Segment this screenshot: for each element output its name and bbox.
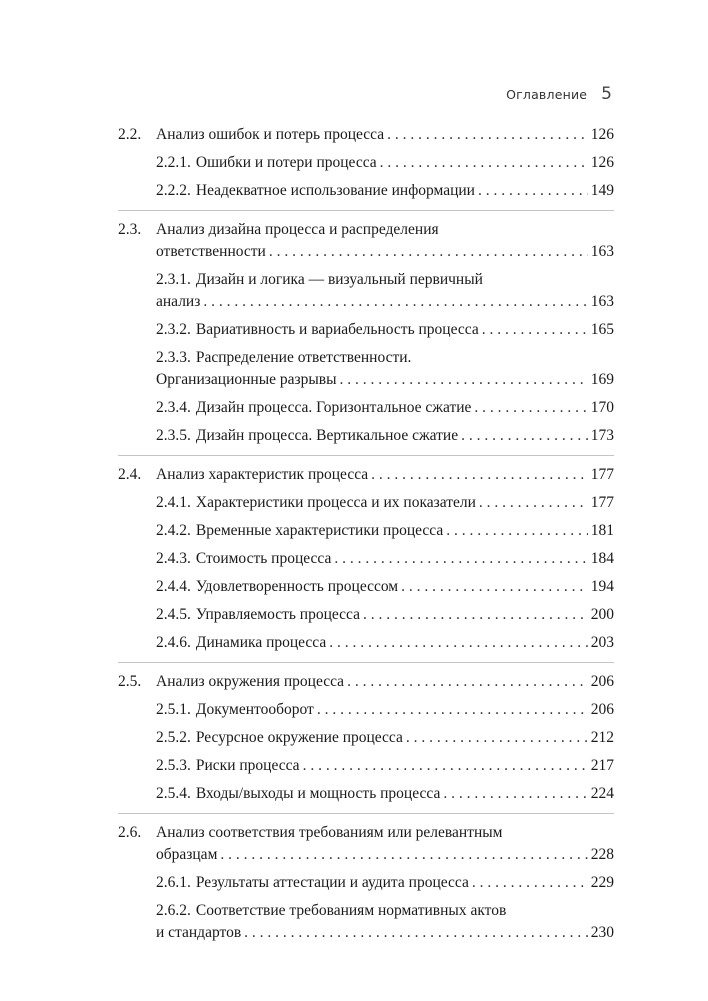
toc-entry-2-3[interactable] (118, 219, 614, 263)
toc-entry-title-continued: анализ (156, 293, 201, 310)
toc-entry-number: 2.3.1. (156, 271, 191, 288)
leader-dots (334, 548, 587, 570)
leader-dots (329, 632, 587, 654)
leader-dots (474, 397, 587, 419)
toc-entry-number: 2.3.3. (156, 349, 191, 366)
toc-entry-number: 2.3.5. (156, 427, 191, 444)
toc-entry-number: 2.4.5. (156, 606, 191, 623)
running-header (506, 84, 612, 104)
toc-entry-number: 2.5. (118, 673, 142, 690)
toc-entry-2-2[interactable] (118, 124, 614, 146)
leader-dots (461, 425, 588, 447)
section-divider (118, 455, 614, 456)
toc-entry-number: 2.5.3. (156, 757, 191, 774)
toc-entry-title-continued: Организационные разрывы (156, 371, 337, 388)
leader-dots (401, 576, 588, 598)
toc-entry-page: 184 (590, 550, 614, 567)
toc-entry-2-4-5[interactable] (156, 604, 614, 626)
toc-entry-title-continued: образцам (156, 846, 218, 863)
toc-entry-2-4-4[interactable] (156, 576, 614, 598)
leader-dots (482, 319, 588, 341)
toc-entry-title: Анализ окружения процесса (156, 673, 345, 690)
leader-dots (244, 922, 588, 944)
toc-entry-2-4-6[interactable] (156, 632, 614, 654)
toc-entry-number: 2.2.1. (156, 154, 191, 171)
toc-entry-title: Управляемость процесса (195, 606, 360, 623)
toc-entry-2-6-2[interactable] (156, 900, 614, 944)
toc-entry-page: 177 (590, 466, 614, 483)
toc-entry-title: Ошибки и потери процесса (195, 154, 377, 171)
toc-entry-page: 173 (590, 427, 614, 444)
toc-entry-2-5-2[interactable] (156, 727, 614, 749)
toc-entry-title: Риски процесса (195, 757, 300, 774)
toc-entry-number: 2.4.6. (156, 634, 191, 651)
toc-entry-2-4[interactable] (118, 464, 614, 486)
toc-entry-page: 194 (590, 578, 614, 595)
toc-entry-page: 212 (590, 729, 614, 746)
toc-entry-title: Соответствие требованиям нормативных актов (195, 902, 507, 919)
leader-dots (317, 699, 588, 721)
leader-dots (380, 152, 588, 174)
toc-entry-title: Анализ ошибок и потерь процесса (156, 126, 385, 143)
section-divider (118, 662, 614, 663)
toc-entry-number: 2.4.4. (156, 578, 191, 595)
toc-entry-title: Вариативность и вариабельность процесса (195, 321, 479, 338)
leader-dots (347, 671, 588, 693)
toc-entry-title: Неадекватное использование информации (195, 182, 475, 199)
toc-entry-2-4-2[interactable] (156, 520, 614, 542)
toc-entry-2-6-1[interactable] (156, 872, 614, 894)
toc-entry-number: 2.3.4. (156, 399, 191, 416)
leader-dots (220, 844, 587, 866)
toc-entry-number: 2.5.4. (156, 785, 191, 802)
toc-entry-page: 170 (590, 399, 614, 416)
toc-entry-2-4-3[interactable] (156, 548, 614, 570)
section-divider (118, 813, 614, 814)
leader-dots (303, 755, 588, 777)
toc-entry-page: 126 (590, 154, 614, 171)
leader-dots (203, 291, 587, 313)
leader-dots (371, 464, 588, 486)
leader-dots (472, 872, 588, 894)
toc-entry-title-continued: и стандартов (156, 924, 242, 941)
toc-entry-page: 163 (590, 243, 614, 260)
toc-entry-title: Дизайн процесса. Вертикальное сжатие (195, 427, 459, 444)
leader-dots (446, 520, 588, 542)
leader-dots (387, 124, 588, 146)
toc-entry-page: 217 (590, 757, 614, 774)
toc-entry-page: 165 (590, 321, 614, 338)
toc-entry-title: Анализ соответствия требованиям или релевантным (156, 824, 503, 841)
toc-entry-number: 2.4.3. (156, 550, 191, 567)
leader-dots (406, 727, 588, 749)
toc-entry-number: 2.6.1. (156, 874, 191, 891)
toc-entry-number: 2.6.2. (156, 902, 191, 919)
toc-entry-page: 200 (590, 606, 614, 623)
toc-entry-title: Удовлетворенность процессом (195, 578, 399, 595)
leader-dots (478, 180, 588, 202)
toc-entry-2-3-2[interactable] (156, 319, 614, 341)
toc-entry-2-3-5[interactable] (156, 425, 614, 447)
leader-dots (443, 783, 587, 805)
toc-entry-number: 2.6. (118, 824, 142, 841)
toc-entry-title: Ресурсное окружение процесса (195, 729, 403, 746)
toc-entry-2-5-3[interactable] (156, 755, 614, 777)
section-divider (118, 210, 614, 211)
toc-entry-page: 126 (590, 126, 614, 143)
toc-entry-title: Распределение ответственности. (195, 349, 412, 366)
toc-entry-title: Анализ дизайна процесса и распределения (156, 221, 439, 238)
toc-entry-title: Динамика процесса (195, 634, 327, 651)
toc-entry-2-5-1[interactable] (156, 699, 614, 721)
leader-dots (363, 604, 588, 626)
toc-entry-number: 2.4.2. (156, 522, 191, 539)
toc-entry-number: 2.3.2. (156, 321, 191, 338)
toc-entry-page: 206 (590, 673, 614, 690)
toc-entry-number: 2.5.2. (156, 729, 191, 746)
toc-entry-page: 229 (590, 874, 614, 891)
toc-entry-page: 169 (590, 371, 614, 388)
toc-entry-title: Дизайн процесса. Горизонтальное сжатие (195, 399, 472, 416)
toc-entry-page: 230 (590, 924, 614, 941)
toc-entry-title: Результаты аттестации и аудита процесса (195, 874, 469, 891)
toc-entry-page: 163 (590, 293, 614, 310)
toc-entry-2-3-1[interactable] (156, 269, 614, 313)
table-of-contents (118, 124, 614, 944)
toc-entry-page: 181 (590, 522, 614, 539)
toc-entry-page: 203 (590, 634, 614, 651)
toc-entry-2-3-4[interactable] (156, 397, 614, 419)
leader-dots (340, 369, 588, 391)
toc-entry-page: 224 (590, 785, 614, 802)
toc-entry-number: 2.2. (118, 126, 142, 143)
toc-entry-number: 2.2.2. (156, 182, 191, 199)
toc-entry-2-2-2[interactable] (156, 180, 614, 202)
toc-entry-number: 2.5.1. (156, 701, 191, 718)
toc-entry-title-continued: ответственности (156, 243, 266, 260)
toc-entry-number: 2.4.1. (156, 494, 191, 511)
toc-entry-title: Документооборот (195, 701, 314, 718)
toc-entry-title: Дизайн и логика — визуальный первичный (195, 271, 483, 288)
toc-entry-2-4-1[interactable] (156, 492, 614, 514)
toc-entry-2-5[interactable] (118, 671, 614, 693)
toc-entry-page: 206 (590, 701, 614, 718)
toc-entry-page: 177 (590, 494, 614, 511)
toc-entry-title: Характеристики процесса и их показатели (195, 494, 476, 511)
page-number: 5 (601, 84, 612, 104)
toc-entry-page: 228 (590, 846, 614, 863)
toc-entry-number: 2.3. (118, 221, 142, 238)
toc-entry-page: 149 (590, 182, 614, 199)
running-header-title: Оглавление (506, 87, 588, 102)
toc-entry-2-5-4[interactable] (156, 783, 614, 805)
toc-entry-title: Временные характеристики процесса (195, 522, 444, 539)
toc-entry-2-3-3[interactable] (156, 347, 614, 391)
toc-entry-2-2-1[interactable] (156, 152, 614, 174)
toc-entry-2-6[interactable] (118, 822, 614, 866)
toc-entry-title: Анализ характеристик процесса (156, 466, 369, 483)
toc-entry-title: Входы/выходы и мощность процесса (195, 785, 441, 802)
toc-entry-title: Стоимость процесса (195, 550, 332, 567)
leader-dots (479, 492, 588, 514)
leader-dots (269, 241, 588, 263)
toc-entry-number: 2.4. (118, 466, 142, 483)
